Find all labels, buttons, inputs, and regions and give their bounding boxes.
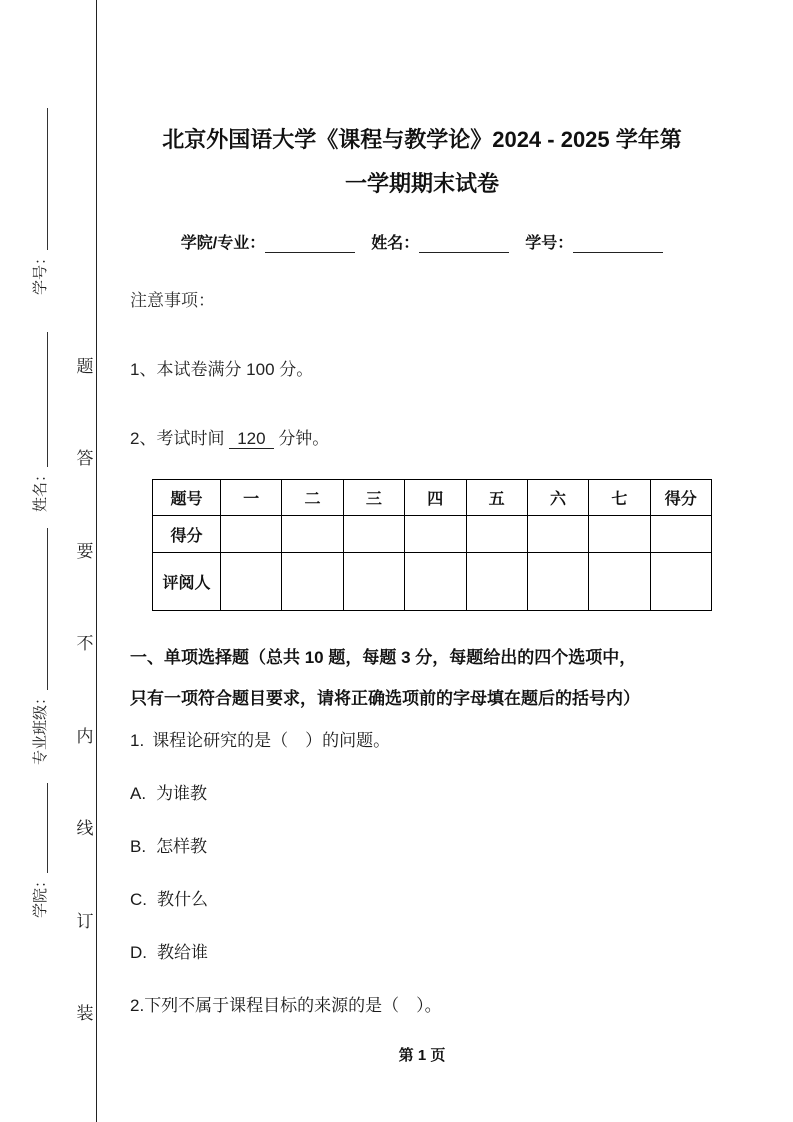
score-table-header-cell: 二 [282,480,343,516]
option-d-label: D. [130,943,147,962]
score-table [152,479,712,611]
notice-item-1: 1、本试卷满分 100 分。 [130,360,314,379]
score-table-reviewer-row [153,553,712,611]
question-1-option-c [130,890,714,910]
binding-line-text [74,352,96,1024]
binding-text-char: 题 [76,357,94,376]
option-c-text: 教什么 [157,890,208,909]
margin-field-name-blank [47,332,48,467]
score-cell [343,516,404,553]
page-number: 第 1 页 [398,1047,446,1064]
notice-item-2-suffix: 分钟。 [278,429,330,448]
score-table-header-cell: 六 [527,480,588,516]
margin-field-college-blank [47,783,48,873]
score-table-header-cell: 五 [466,480,527,516]
exam-content [130,118,714,1016]
reviewer-cell [527,553,588,611]
binding-text-char: 内 [76,726,94,746]
reviewer-cell [650,553,711,611]
margin-field-student-id [30,108,52,295]
reviewer-cell [466,553,527,611]
score-cell [527,516,588,553]
student-id-blank [573,236,663,253]
college-major-label: 学院/专业： [180,235,266,252]
college-major-blank [265,236,355,253]
student-info-row [130,230,714,253]
option-a-label: A. [130,784,147,803]
question-2-number: 2. [130,996,145,1015]
binding-text-char: 线 [76,819,94,839]
margin-field-class [30,528,52,765]
binding-text-char: 答 [76,449,94,469]
page-title [130,118,714,206]
notice-item-2 [130,424,714,449]
name-blank [419,236,509,253]
student-id-field [525,230,663,253]
margin-field-class-label: 专业班级： [32,689,49,765]
exam-duration-value: 120 [229,429,273,449]
reviewer-row-label: 评阅人 [153,553,221,611]
binding-text-char: 装 [76,1003,94,1023]
notice-item-2-prefix: 2、考试时间 [130,429,225,448]
margin-field-class-blank [47,528,48,690]
score-cell [650,516,711,553]
question-1-option-d [130,943,714,963]
reviewer-cell [343,553,404,611]
score-table-header-cell: 题号 [153,480,221,516]
reviewer-cell [282,553,343,611]
margin-field-student-id-label: 学号： [32,249,49,295]
score-cell [589,516,650,553]
score-table-header-cell: 七 [589,480,650,516]
question-1-number: 1. [130,731,145,750]
margin-field-name-label: 姓名： [32,466,49,512]
score-table-header-cell: 得分 [650,480,711,516]
score-table-header-cell: 四 [405,480,466,516]
score-cell [466,516,527,553]
reviewer-cell [405,553,466,611]
score-table-header-row [153,480,712,516]
binding-text-char: 订 [76,911,94,931]
option-c-label: C. [130,890,147,909]
score-cell [221,516,282,553]
question-1-text: 课程论研究的是（ ）的问题。 [152,731,391,750]
score-table-header-cell: 三 [343,480,404,516]
reviewer-cell [589,553,650,611]
page-title-line1: 北京外国语大学《课程与教学论》2024 - 2025 学年第 [162,127,682,152]
option-b-label: B. [130,837,147,856]
margin-field-student-id-blank [47,108,48,250]
reviewer-cell [221,553,282,611]
name-label: 姓名： [371,235,420,252]
college-major-field [181,230,355,253]
margin-field-college [30,783,52,918]
name-field [371,230,509,253]
binding-text-char: 要 [76,541,94,561]
score-table-header-cell: 一 [221,480,282,516]
section-1-heading [130,637,714,719]
binding-line-rule [96,0,97,1122]
student-id-label: 学号： [525,235,574,252]
question-1-option-b [130,837,714,857]
question-1 [130,731,714,751]
question-1-option-a [130,784,714,804]
score-cell [405,516,466,553]
notice-heading: 注意事项： [130,291,215,310]
section-1-heading-line1: 一、单项选择题（总共 10 题，每题 3 分，每题给出的四个选项中， [130,648,637,667]
question-2-text: 下列不属于课程目标的来源的是（ ）。 [144,996,442,1015]
score-row-label: 得分 [153,516,221,553]
option-b-text: 怎样教 [156,837,208,856]
option-a-text: 为谁教 [156,784,208,803]
binding-text-char: 不 [76,634,94,654]
question-2 [130,996,714,1016]
margin-field-college-label: 学院： [32,872,49,918]
option-d-text: 教给谁 [157,943,208,962]
score-cell [282,516,343,553]
section-1-heading-line2: 只有一项符合题目要求，请将正确选项前的字母填在题后的括号内） [130,689,640,708]
page-title-line2: 一学期期末试卷 [344,171,499,196]
score-table-score-row [153,516,712,553]
margin-field-name [30,332,52,512]
